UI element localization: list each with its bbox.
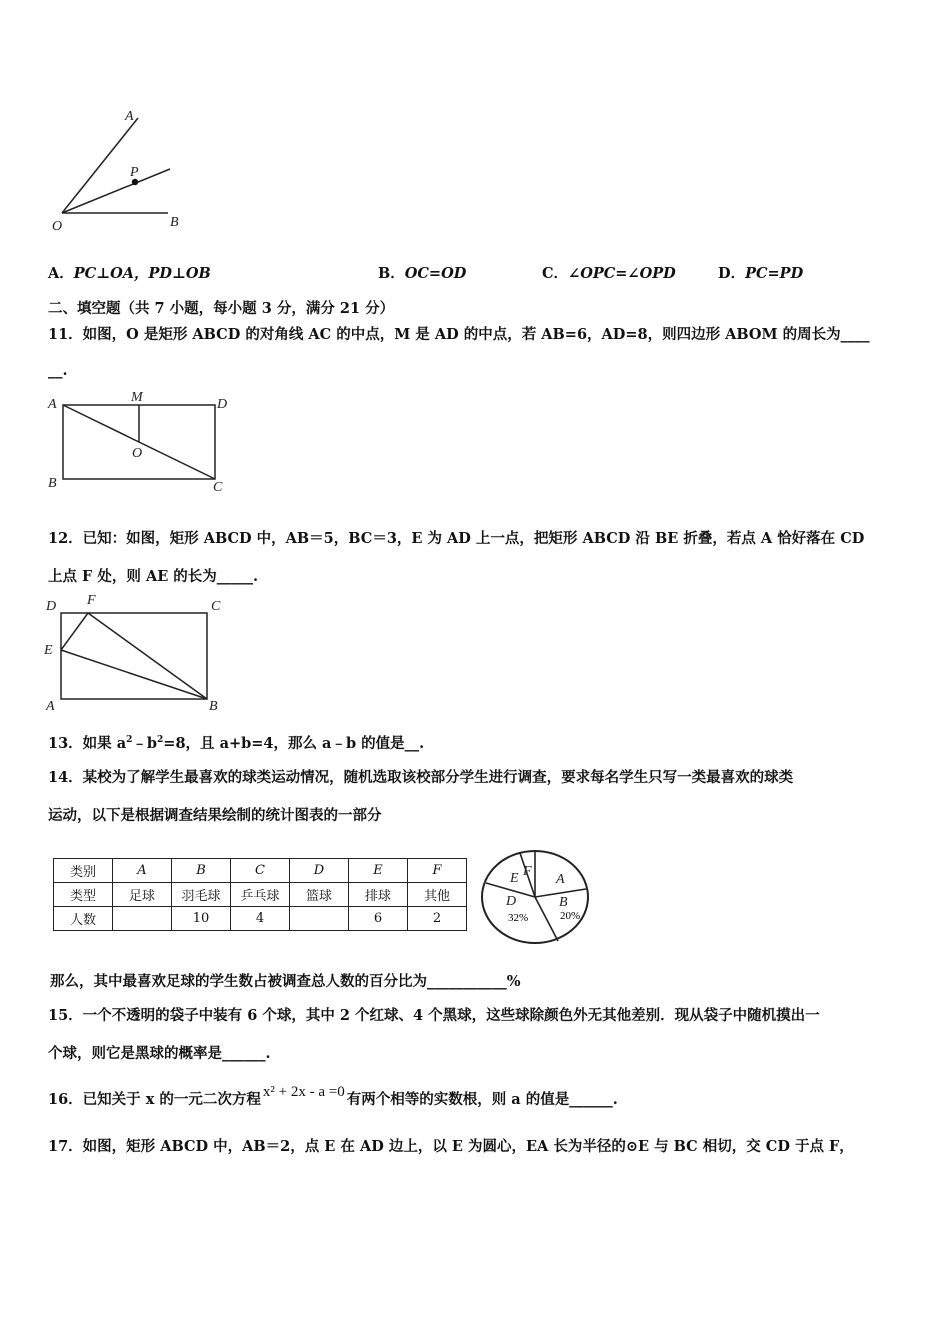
- rectangle-figure-12: [40, 590, 240, 715]
- label-B: B: [170, 215, 179, 230]
- table-cell: B: [172, 859, 231, 883]
- table-cell: 人数: [54, 907, 113, 931]
- slice-value-d: 32%: [508, 912, 529, 924]
- label-M: M: [131, 390, 143, 405]
- angle-figure: [40, 100, 200, 235]
- q17-line1: 17．如图，矩形 ABCD 中，AB＝2，点 E 在 AD 边上，以 E 为圆心，EA 长为半径的⊙E 与 BC 相切，交 CD 于点 F，: [48, 1138, 854, 1155]
- table-row: [54, 883, 467, 907]
- option-d: D．PC=PD: [718, 265, 804, 282]
- q11-line2: __.: [48, 362, 68, 379]
- table-cell: [113, 907, 172, 931]
- table-cell: 4: [231, 907, 290, 931]
- pie-chart: [478, 845, 598, 950]
- table-cell: A: [113, 859, 172, 883]
- label-O: O: [52, 219, 63, 234]
- slice-label-a: A: [556, 872, 565, 887]
- table-cell: F: [408, 859, 467, 883]
- table-cell: 排球: [349, 883, 408, 907]
- slice-label-e: E: [510, 871, 519, 886]
- q14-line1: 14．某校为了解学生最喜欢的球类运动情况，随机选取该校部分学生进行调查，要求每名学生只写一类最喜欢的球类: [48, 769, 794, 786]
- label-O: O: [132, 446, 143, 461]
- q14-line3: 那么，其中最喜欢足球的学生数占被调查总人数的百分比为___________%: [50, 973, 521, 990]
- label-F: F: [87, 593, 96, 608]
- q12-line2: 上点 F 处，则 AE 的长为_____.: [48, 568, 259, 585]
- q15-line1: 15．一个不透明的袋子中装有 6 个球，其中 2 个红球、4 个黑球，这些球除颜色外无其他差别．现从袋子中随机摸出一: [48, 1007, 820, 1024]
- option-b: B．OC=OD: [378, 265, 467, 282]
- label-A: A: [48, 397, 57, 412]
- slice-divider: [535, 897, 558, 941]
- slice-label-d: D: [506, 894, 517, 909]
- label-E: E: [44, 643, 53, 658]
- label-D: D: [46, 599, 57, 614]
- q15-line2: 个球，则它是黑球的概率是______.: [48, 1045, 271, 1062]
- table-cell: [290, 907, 349, 931]
- table-cell: 类型: [54, 883, 113, 907]
- table-cell: C: [231, 859, 290, 883]
- table-cell: 羽毛球: [172, 883, 231, 907]
- option-a: A．PC⊥OA，PD⊥OB: [48, 265, 211, 282]
- table-cell: 2: [408, 907, 467, 931]
- table-row: [54, 859, 467, 883]
- rectangle-figure-11: [40, 385, 240, 495]
- label-B: B: [209, 699, 218, 714]
- equation: x² + 2x - a =0: [262, 1084, 345, 1100]
- table-cell: 篮球: [290, 883, 349, 907]
- table-cell: 6: [349, 907, 408, 931]
- label-A: A: [46, 699, 55, 714]
- option-c: C．∠OPC=∠OPD: [542, 265, 676, 282]
- q12-line1: 12．已知：如图，矩形 ABCD 中，AB＝5，BC＝3，E 为 AD 上一点，把矩形 ABCD 沿 BE 折叠，若点 A 恰好落在 CD: [48, 530, 865, 547]
- label-C: C: [211, 599, 221, 614]
- slice-value-b: 20%: [560, 910, 581, 922]
- table-cell: 10: [172, 907, 231, 931]
- q13-text: 13．如果 $a^2﹣b^2=8$，且 a+b=4，那么 a﹣b 的值是__.: [48, 735, 425, 752]
- table-cell: 乒乓球: [231, 883, 290, 907]
- q14-line2: 运动，以下是根据调查结果绘制的统计图表的一部分: [48, 807, 382, 824]
- table-cell: 类别: [54, 859, 113, 883]
- q16-text: 16．已知关于 x 的一元二次方程 x² + 2x - a =0 有两个相等的实数根，则 a 的值是______.: [48, 1084, 618, 1108]
- statistics-table: [53, 858, 467, 931]
- label-A: A: [125, 109, 134, 124]
- label-B: B: [48, 476, 57, 491]
- section-title: 二、填空题（共 7 小题，每小题 3 分，满分 21 分）: [48, 300, 395, 317]
- label-C: C: [213, 480, 223, 495]
- table-cell: E: [349, 859, 408, 883]
- table-cell: D: [290, 859, 349, 883]
- table-cell: 足球: [113, 883, 172, 907]
- slice-label-b: B: [559, 895, 568, 910]
- q11-line1: 11．如图，O 是矩形 ABCD 的对角线 AC 的中点，M 是 AD 的中点，若 AB=6，AD=8，则四边形 ABOM 的周长为____: [48, 326, 870, 343]
- label-D: D: [217, 397, 228, 412]
- slice-label-f: F: [523, 864, 532, 879]
- label-P: P: [130, 165, 139, 180]
- table-cell: 其他: [408, 883, 467, 907]
- table-row: [54, 907, 467, 931]
